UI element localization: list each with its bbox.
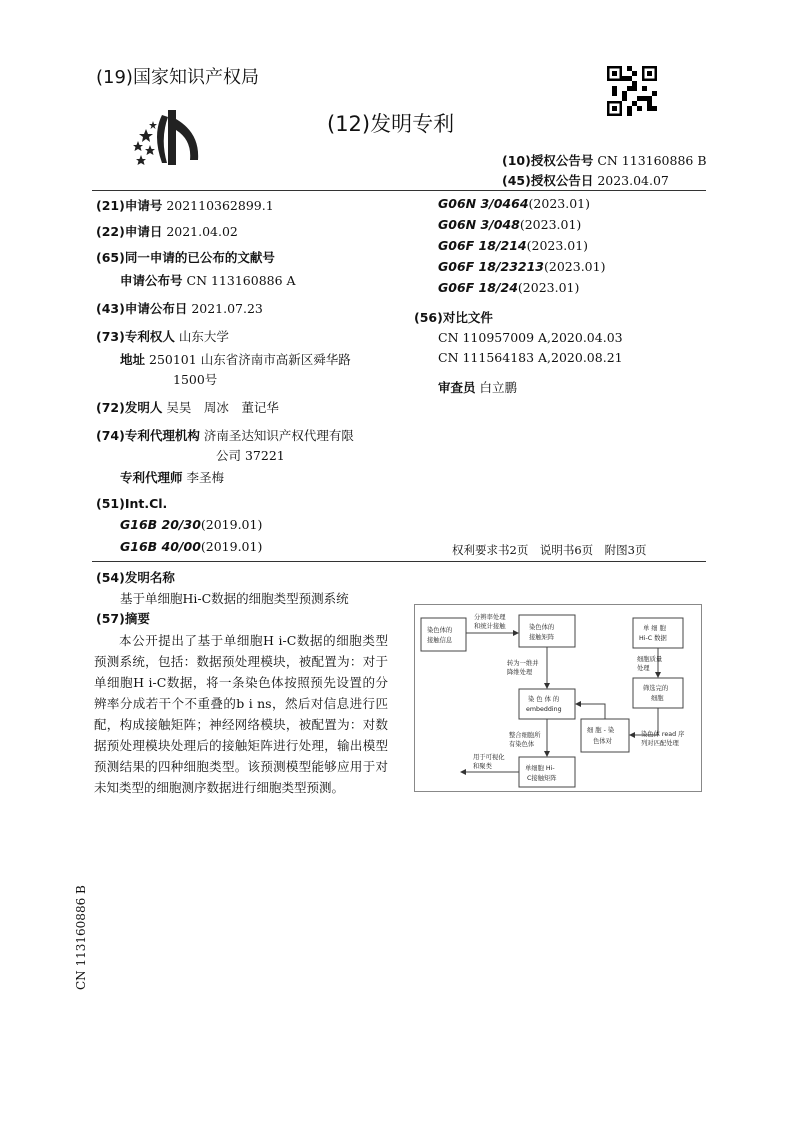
intcl-code: G16B 20/30 (120, 517, 201, 532)
application-date-label: (22)申请日 (96, 224, 163, 239)
issuing-office: (19)国家知识产权局 (96, 67, 259, 88)
application-date-row (96, 222, 238, 240)
agent: 李圣梅 (186, 470, 225, 485)
application-number-row (96, 196, 274, 214)
prior-publication-label: (65)同一申请的已公布的文献号 (96, 250, 275, 265)
label-edge-vis: 和聚类 (473, 763, 492, 770)
address-row (120, 350, 351, 368)
grant-number: CN 113160886 B (597, 153, 707, 168)
agency-line1: 济南圣达知识产权代理有限 (203, 428, 354, 443)
box-sc-hic (633, 618, 683, 648)
label-box-pair: 色体对 (593, 738, 612, 745)
class-year: (2023.01) (528, 196, 590, 211)
abstract-label: (57)摘要 (96, 611, 150, 626)
reference-item: CN 111564183 A,2020.08.21 (438, 350, 623, 365)
intcl-year: (2019.01) (200, 517, 263, 532)
label-edge-read: 列对匹配处理 (641, 740, 679, 747)
grant-number-row (502, 151, 707, 169)
label-box-embedding: 染 色 体 的 (528, 696, 560, 703)
invention-title: 基于单细胞Hi-C数据的细胞类型预测系统 (120, 591, 349, 606)
grant-date: 2023.04.07 (597, 173, 669, 188)
address-label: 地址 (120, 352, 146, 367)
class-year: (2023.01) (544, 259, 606, 274)
agency-line2: 公司 37221 (216, 448, 285, 463)
publication-date-row (96, 299, 263, 317)
intcl-year: (2019.01) (200, 539, 263, 554)
patentee: 山东大学 (178, 329, 229, 344)
class-item (438, 238, 588, 253)
arrow-pair-embed (576, 704, 605, 719)
intcl-code: G16B 40/00 (120, 539, 201, 554)
agent-row (120, 468, 224, 486)
box-contact-matrix (519, 615, 575, 647)
abstract-figure (414, 604, 702, 792)
class-code: G06F 18/24 (438, 280, 518, 295)
label-edge-1d: 降维处理 (507, 669, 533, 676)
label-edge-read: 染色体 read 序 (641, 731, 685, 738)
box-filtered (633, 678, 683, 708)
class-year: (2023.01) (519, 217, 582, 232)
intcl-item (120, 517, 262, 532)
title-label: (54)发明名称 (96, 570, 175, 585)
label-edge-qc: 处理 (637, 665, 650, 672)
page-counts: 权利要求书2页 说明书6页 附图3页 (452, 543, 647, 557)
application-number: 202110362899.1 (166, 198, 274, 213)
label-edge-merge: 整合细胞所 (509, 732, 541, 739)
examiner-row (438, 378, 517, 396)
label-edge-1d: 转为一维并 (507, 660, 539, 667)
label-box-sc: Hi-C 数据 (639, 635, 667, 642)
label-box-contact: 染色体的 (427, 627, 453, 634)
class-item (438, 196, 590, 211)
class-code: G06F 18/23213 (438, 259, 544, 274)
side-patent-number: CN 113160886 B (74, 885, 88, 990)
references-label: (56)对比文件 (414, 310, 493, 325)
publication-number-label: 申请公布号 (120, 273, 183, 288)
label-edge-vis: 用于可视化 (473, 754, 505, 761)
class-code: G06N 3/048 (438, 217, 520, 232)
application-number-label: (21)申请号 (96, 198, 163, 213)
intcl-item (120, 539, 262, 554)
class-item (438, 217, 581, 232)
box-final-matrix (519, 757, 575, 787)
label-box-contact: 接触信息 (427, 637, 453, 644)
agency-row (96, 426, 354, 444)
publication-date: 2021.07.23 (191, 301, 263, 316)
abstract-text: 本公开提出了基于单细胞H i-C数据的细胞类型预测系统，包括：数据预处理模块，被配置为：对于单细胞H i-C数据，将一条染色体按照预先设置的分辨率分成若干个不重叠的b i ns，然后对信息进行匹配，构成接触矩阵；神经网络模块，被配置为：对数据预处理模块处理后的接触矩阵进行处理，输出模型预测结果的四种细胞类型。该预测模型能够应用于对未知类型的细胞测序数据进行细胞类型预测。 (94, 633, 388, 795)
patentee-row (96, 327, 229, 345)
publication-number-row (120, 271, 296, 289)
address-line1: 250101 山东省济南市高新区舜华路 (149, 352, 351, 367)
label-edge-merge: 有染色体 (509, 741, 535, 748)
publication-date-label: (43)申请公布日 (96, 301, 188, 316)
header-divider (92, 190, 706, 191)
label-box-embedding: embedding (526, 706, 562, 713)
document-type: (12)发明专利 (327, 112, 455, 136)
address-line2: 1500号 (173, 372, 218, 387)
label-box-filtered: 细胞 (651, 695, 664, 702)
label-box-matrix: 染色体的 (529, 624, 555, 631)
publication-number: CN 113160886 A (186, 273, 296, 288)
label-edge-qc: 细胞质量 (637, 656, 663, 663)
application-date: 2021.04.02 (166, 224, 238, 239)
inventor-label: (72)发明人 (96, 400, 163, 415)
patent-office-emblem-icon (132, 105, 207, 170)
label-box-filtered: 筛选完的 (643, 685, 669, 692)
agent-label: 专利代理师 (120, 470, 183, 485)
label-box-final: 单细胞 Hi- (525, 765, 555, 772)
inventor-row (96, 398, 279, 416)
meta-divider (92, 561, 706, 562)
box-cell-pair (581, 719, 629, 752)
grant-date-label: (45)授权公告日 (502, 173, 594, 188)
inventors: 吴昊 周冰 董记华 (166, 400, 279, 415)
reference-item: CN 110957009 A,2020.04.03 (438, 330, 623, 345)
intcl-label: (51)Int.Cl. (96, 496, 168, 511)
agency-label: (74)专利代理机构 (96, 428, 200, 443)
box-embedding (519, 689, 575, 719)
box-contact-info (421, 618, 466, 651)
class-item (438, 280, 579, 295)
label-box-sc: 单 细 胞 (643, 625, 666, 632)
class-item (438, 259, 605, 274)
examiner: 白立鹏 (479, 380, 518, 395)
examiner-label: 审查员 (438, 380, 476, 395)
patentee-label: (73)专利权人 (96, 329, 175, 344)
qr-code-icon (607, 66, 657, 116)
label-edge-bin: 和统计接触 (474, 623, 506, 630)
label-box-pair: 细 胞 - 染 (587, 727, 615, 734)
class-year: (2023.01) (526, 238, 589, 253)
label-box-matrix: 接触矩阵 (529, 634, 555, 641)
label-edge-bin: 分辨率处理 (474, 614, 506, 621)
class-code: G06N 3/0464 (438, 196, 529, 211)
label-box-final: C接触矩阵 (527, 775, 557, 782)
grant-date-row (502, 171, 669, 189)
class-year: (2023.01) (517, 280, 580, 295)
class-code: G06F 18/214 (438, 238, 527, 253)
grant-number-label: (10)授权公告号 (502, 153, 594, 168)
